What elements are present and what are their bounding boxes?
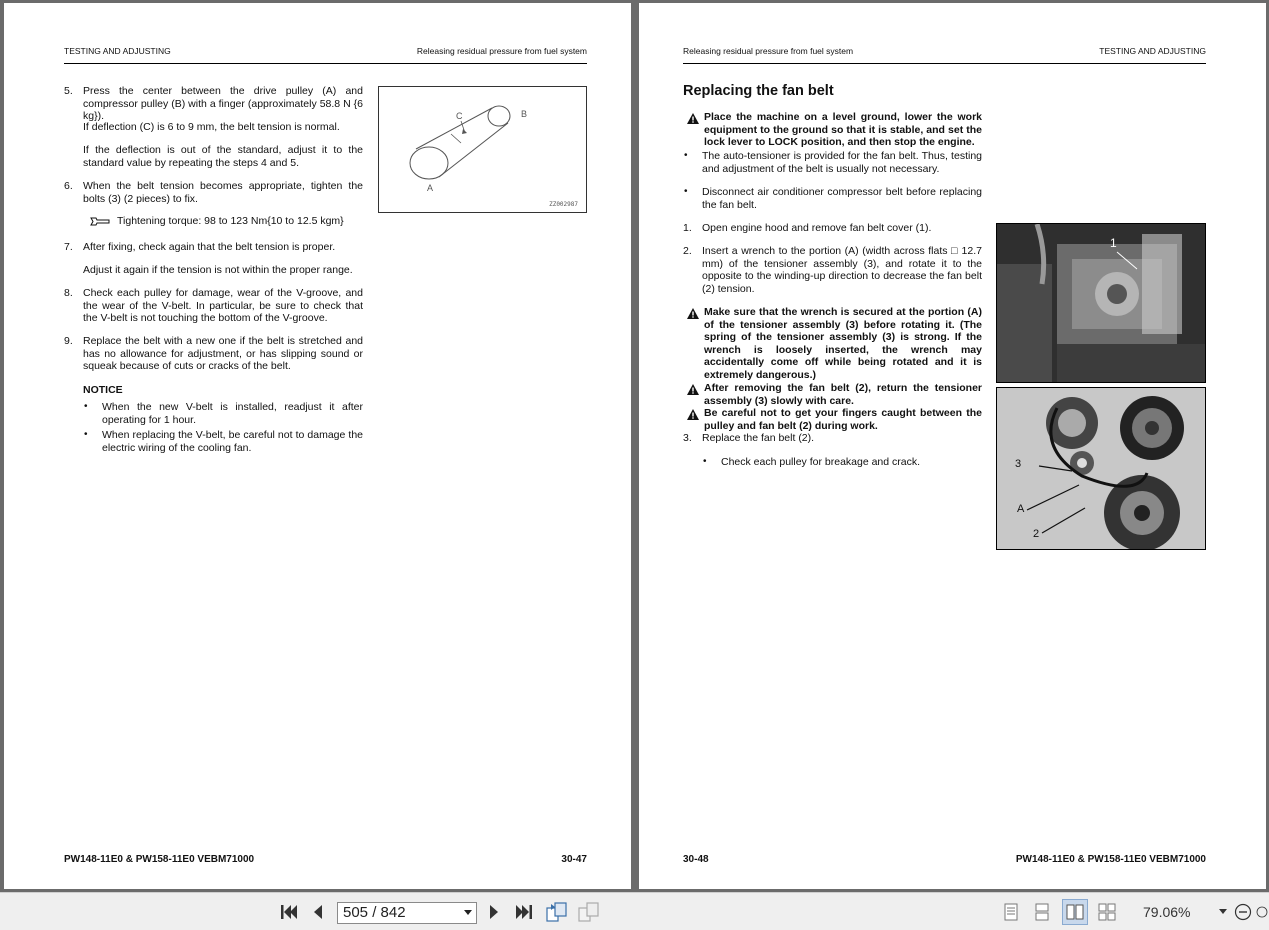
photo-label: 3 <box>1015 458 1022 470</box>
single-page-icon <box>1003 903 1019 921</box>
step-number: 5. <box>64 85 73 97</box>
continuous-facing-icon <box>1098 903 1116 921</box>
header-rule <box>683 63 1206 64</box>
header-rule <box>64 63 587 64</box>
step-number: 1. <box>683 222 692 234</box>
warning-icon <box>687 111 699 129</box>
warning-icon <box>687 382 699 400</box>
warning-icon <box>687 407 699 425</box>
step-text: Check each pulley for damage, wear of the V-groove, and the wear of the V-belt. In particular, be sure to check that the V-belt is not touching the bottom of the V-groove. <box>83 287 363 324</box>
page-30-47 <box>4 3 631 889</box>
section-title: Replacing the fan belt <box>683 83 834 99</box>
belt-deflection-figure <box>378 86 587 213</box>
engine-hood-photo <box>996 223 1206 383</box>
step-number: 2. <box>683 245 692 257</box>
step-number: 8. <box>64 287 73 299</box>
page-number: 30-47 <box>561 854 587 865</box>
step-number: 6. <box>64 180 73 192</box>
step-number: 7. <box>64 241 73 253</box>
step-paragraph: If deflection (C) is 6 to 9 mm, the belt tension is normal. <box>83 121 340 133</box>
sub-bullet-text: Check each pulley for breakage and crack. <box>721 456 921 468</box>
photo-label: 2 <box>1033 528 1040 540</box>
chevron-down-icon <box>1219 909 1227 915</box>
last-page-button[interactable] <box>513 901 535 923</box>
zoom-out-button[interactable] <box>1232 901 1254 923</box>
bullet-icon: • <box>684 150 688 161</box>
step-text: After fixing, check again that the belt tension is proper. <box>83 241 336 253</box>
notice-item: When replacing the V-belt, be careful not to damage the electric wiring of the cooling fan. <box>102 429 363 454</box>
page-number-input[interactable] <box>337 902 477 924</box>
page-footer-left: PW148-11E0 & PW158-11E0 VEBM71000 <box>64 854 255 865</box>
warning-text: After removing the fan belt (2), return the tensioner assembly (3) slowly with care. <box>704 382 982 407</box>
step-text: Open engine hood and remove fan belt cover (1). <box>702 222 932 234</box>
first-page-button[interactable] <box>278 901 300 923</box>
step-text: Press the center between the drive pulley (A) and compressor pulley (B) with a finger (approximately 58.8 N {6 kg}). <box>83 85 363 122</box>
step-number: 3. <box>683 432 692 444</box>
continuous-facing-view-button[interactable] <box>1096 901 1118 923</box>
tensioner-photo <box>996 387 1206 550</box>
page-header-left: Releasing residual pressure from fuel system <box>683 46 854 56</box>
step-paragraph: Adjust it again if the tension is not within the proper range. <box>83 264 353 276</box>
tensioner-image <box>997 388 1206 550</box>
go-back-view-button[interactable] <box>545 901 569 923</box>
zoom-dropdown-button[interactable] <box>1217 901 1229 923</box>
step-text: When the belt tension becomes appropriate, tighten the bolts (3) (2 pieces) to fix. <box>83 180 363 205</box>
page-30-48 <box>639 3 1266 889</box>
step-text: Replace the belt with a new one if the belt is stretched and has no allowance for adjustment, or has slipping sound or squeak because of cuts or cracks of the belt. <box>83 335 363 372</box>
figure-label: A <box>427 183 434 193</box>
figure-label: C <box>456 111 463 121</box>
step-text: Replace the fan belt (2). <box>702 432 815 444</box>
warning-text: Be careful not to get your fingers caught between the pulley and fan belt (2) during work. <box>704 407 982 432</box>
page-footer-right: PW148-11E0 & PW158-11E0 VEBM71000 <box>1015 854 1206 865</box>
warning-text: Make sure that the wrench is secured at the portion (A) of the tensioner assembly (3) before rotating it. (The spring of the tensioner assembly (3) is strong. If the wrench is loosely inserted, the wrench may accidentally come off while being rotated and it is extremely dangerous.) <box>704 306 982 381</box>
bullet-text: Disconnect air conditioner compressor belt before replacing the fan belt. <box>702 186 982 211</box>
page-header-right: Releasing residual pressure from fuel system <box>416 46 587 56</box>
zoom-in-button[interactable] <box>1256 901 1268 923</box>
bullet-text: The auto-tensioner is provided for the fan belt. Thus, testing and adjustment of the belt is usually not necessary. <box>702 150 982 175</box>
first-page-icon <box>280 904 298 920</box>
page-number: 30-48 <box>683 854 709 865</box>
previous-page-icon <box>312 904 324 920</box>
bullet-icon: • <box>703 456 707 467</box>
figure-label: B <box>521 109 528 119</box>
step-number: 9. <box>64 335 73 347</box>
wrench-icon <box>90 214 110 226</box>
back-view-icon <box>546 902 568 922</box>
go-forward-view-button[interactable] <box>577 901 601 923</box>
notice-item: When the new V-belt is installed, readjust it after operating for 1 hour. <box>102 401 363 426</box>
next-page-icon <box>488 904 500 920</box>
page-header-right: TESTING AND ADJUSTING <box>1099 46 1206 56</box>
tightening-torque: Tightening torque: 98 to 123 Nm{10 to 12.5 kgm} <box>117 215 344 227</box>
page-indicator: 505 / 842 <box>343 904 406 921</box>
step-paragraph: If the deflection is out of the standard, adjust it to the standard value by repeating the steps 4 and 5. <box>83 144 363 169</box>
step-text: Insert a wrench to the portion (A) (width across flats □ 12.7 mm) of the tensioner assembly (3), and rotate it to the opposite to the winding-up direction to decrease the fan belt (2) tension. <box>702 245 982 295</box>
photo-label: 1 <box>1110 236 1117 250</box>
photo-label: A <box>1017 503 1025 515</box>
chevron-down-icon[interactable] <box>464 910 472 915</box>
last-page-icon <box>515 904 533 920</box>
notice-title: NOTICE <box>83 384 123 396</box>
belt-diagram <box>379 87 586 212</box>
warning-icon <box>687 306 699 324</box>
figure-code: ZZ002987 <box>549 201 578 208</box>
continuous-view-button[interactable] <box>1031 901 1053 923</box>
continuous-page-icon <box>1034 903 1050 921</box>
facing-pages-view-button[interactable] <box>1062 899 1088 925</box>
bullet-icon: • <box>84 401 88 412</box>
zoom-in-icon <box>1256 903 1268 921</box>
bullet-icon: • <box>684 186 688 197</box>
forward-view-icon <box>578 902 600 922</box>
previous-page-button[interactable] <box>309 901 327 923</box>
page-header-left: TESTING AND ADJUSTING <box>64 46 171 56</box>
zoom-out-icon <box>1234 903 1252 921</box>
zoom-level[interactable]: 79.06% <box>1143 904 1191 920</box>
bullet-icon: • <box>84 429 88 440</box>
single-page-view-button[interactable] <box>1000 901 1022 923</box>
next-page-button[interactable] <box>485 901 503 923</box>
viewer-toolbar <box>0 892 1269 930</box>
warning-text: Place the machine on a level ground, lower the work equipment to the ground so that it is stable, and set the lock lever to LOCK position, and then stop the engine. <box>704 111 982 148</box>
facing-pages-icon <box>1066 904 1084 920</box>
engine-hood-image <box>997 224 1206 383</box>
